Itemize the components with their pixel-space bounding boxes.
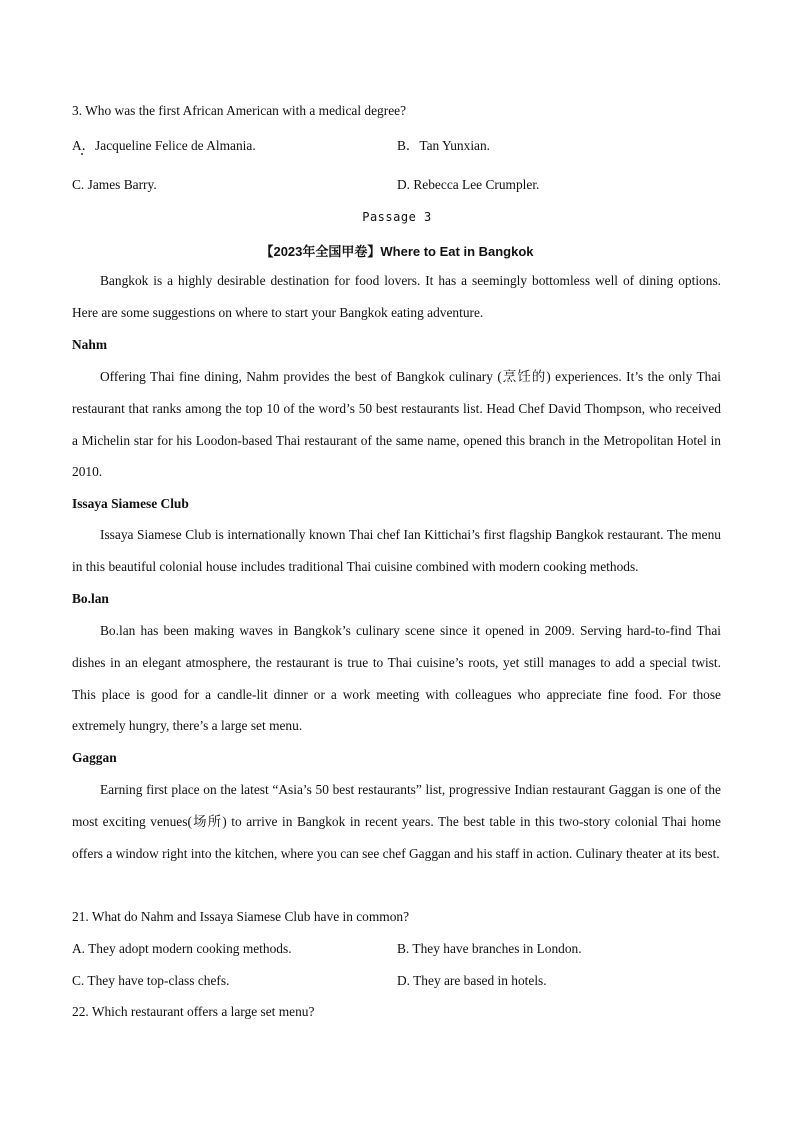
stray-dot: [81, 153, 83, 155]
section-text-gaggan: Earning first place on the latest “Asia’s 50 best restaurants” list, progressive Indian restaurant Gaggan is one of the most exciting venues(场所) to arrive in Bangkok in recent years. The best table in this two-story colonial Thai home offers a window right into the kitchen, where you can see chef Gaggan and his staff in action. Culinary theater at its best.: [72, 782, 721, 861]
section-heading-issaya: Issaya Siamese Club: [72, 496, 189, 511]
section-heading-bolan: Bo.lan: [72, 591, 109, 606]
section-text-bolan: Bo.lan has been making waves in Bangkok’s culinary scene since it opened in 2009. Serving hard-to-find Thai dishes in an elegant atmosphere, the restaurant is true to Thai cuisine’s roots, yet still manages to add a special twist. This place is good for a candle-lit dinner or a work meeting with colleagues who appreciate fine food. For those extremely hungry, there’s a large set menu.: [72, 623, 721, 734]
q3-option-b: B．Tan Yunxian.: [397, 138, 491, 153]
passage-intro: Bangkok is a highly desirable destination for food lovers. It has a seemingly bottomless well of dining options. Here are some suggestions on where to start your Bangkok eating adventure.: [72, 273, 721, 320]
section-heading-nahm: Nahm: [72, 337, 107, 352]
question-22: 22. Which restaurant offers a large set menu?: [72, 1004, 315, 1019]
section-text-nahm: Offering Thai fine dining, Nahm provides the best of Bangkok culinary (烹饪的) experiences. It’s the only Thai restaurant that ranks among the top 10 of the word’s 50 best restaurants list. Head Chef David Thompson, who received a Michelin star for his Loodon-based Thai restaurant of the same name, opened this branch in the Metropolitan Hotel in 2010.: [72, 369, 721, 480]
section-text-issaya: Issaya Siamese Club is internationally known Thai chef Ian Kittichai’s first flagship Bangkok restaurant. The menu in this beautiful colonial house includes traditional Thai cuisine combined with modern cooking methods.: [72, 527, 721, 574]
q21-option-c: C. They have top-class chefs.: [72, 973, 230, 988]
passage-label: Passage 3: [362, 210, 432, 224]
q21-option-a: A. They adopt modern cooking methods.: [72, 941, 292, 956]
q3-option-a: A．Jacqueline Felice de Almania.: [72, 138, 256, 153]
q21-option-b: B. They have branches in London.: [397, 941, 582, 956]
q21-option-d: D. They are based in hotels.: [397, 973, 547, 988]
question-21: 21. What do Nahm and Issaya Siamese Club have in common?: [72, 909, 410, 924]
passage-title: 【2023年全国甲卷】Where to Eat in Bangkok: [260, 244, 534, 259]
question-3: 3. Who was the first African American with a medical degree?: [72, 103, 407, 118]
q3-option-c: C. James Barry.: [72, 177, 157, 192]
section-heading-gaggan: Gaggan: [72, 750, 117, 765]
q3-option-d: D. Rebecca Lee Crumpler.: [397, 177, 540, 192]
